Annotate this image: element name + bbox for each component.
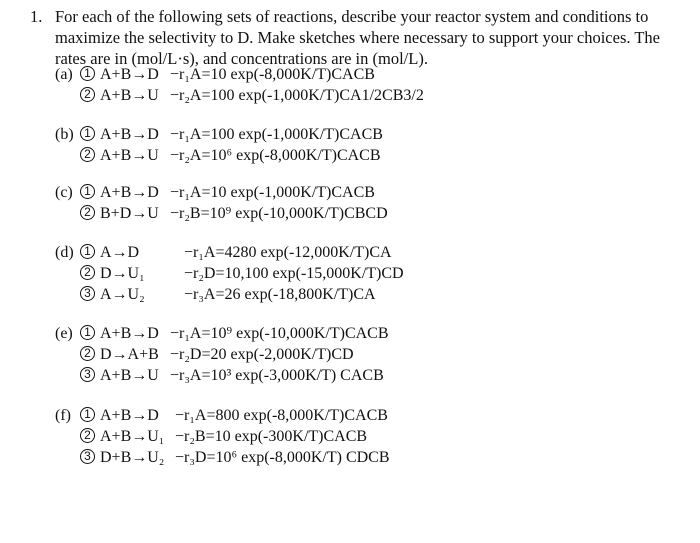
reaction-equation: D+B→U₂ <box>100 449 165 466</box>
reaction-equation: D→U₁ <box>100 265 145 282</box>
reaction-row <box>55 145 675 166</box>
reaction-row <box>55 124 675 145</box>
reaction-row <box>55 263 675 284</box>
circled-number: 2 <box>80 428 95 443</box>
reaction-equation: B+D→U <box>100 205 159 222</box>
rate-law: −r₃A=26 exp(-18,800K/T)CA <box>184 286 376 303</box>
part-e <box>55 323 675 386</box>
rate-law: −r₁A=10 exp(-8,000K/T)CACB <box>170 66 375 83</box>
question-number: 1. <box>30 7 43 26</box>
rate-law: −r₂A=100 exp(-1,000K/T)CA1/2CB3/2 <box>170 87 424 104</box>
rate-law: −r₁A=10 exp(-1,000K/T)CACB <box>170 184 375 201</box>
reaction-equation: A+B→U₁ <box>100 428 165 445</box>
part-label: (c) <box>55 184 73 201</box>
rate-law: −r₃D=10⁶ exp(-8,000K/T) CDCB <box>175 449 390 466</box>
reaction-equation: A→U₂ <box>100 286 145 303</box>
circled-number: 1 <box>80 244 95 259</box>
circled-number: 2 <box>80 346 95 361</box>
circled-number: 1 <box>80 184 95 199</box>
reaction-row <box>55 284 675 305</box>
circled-number: 1 <box>80 126 95 141</box>
reaction-equation: A+B→D <box>100 126 159 143</box>
rate-law: −r₃A=10³ exp(-3,000K/T) CACB <box>170 367 384 384</box>
reaction-row <box>55 64 675 85</box>
reaction-row <box>55 182 675 203</box>
rate-law: −r₁A=100 exp(-1,000K/T)CACB <box>170 126 383 143</box>
circled-number: 2 <box>80 205 95 220</box>
reaction-row <box>55 203 675 224</box>
part-label: (d) <box>55 244 74 261</box>
rate-law: −r₁A=800 exp(-8,000K/T)CACB <box>175 407 388 424</box>
reaction-row <box>55 323 675 344</box>
circled-number: 2 <box>80 265 95 280</box>
circled-number: 2 <box>80 87 95 102</box>
reaction-equation: A+B→D <box>100 325 159 342</box>
part-d <box>55 242 675 305</box>
reaction-row <box>55 447 675 468</box>
rate-law: −r₂D=10,100 exp(-15,000K/T)CD <box>184 265 404 282</box>
circled-number: 2 <box>80 147 95 162</box>
reaction-equation: A+B→U <box>100 87 159 104</box>
part-b <box>55 124 675 166</box>
circled-number: 1 <box>80 325 95 340</box>
prompt-line: maximize the selectivity to D. Make sketches where necessary to support your choices. The <box>55 28 660 47</box>
rate-law: −r₂B=10⁹ exp(-10,000K/T)CBCD <box>170 205 388 222</box>
rate-law: −r₂A=10⁶ exp(-8,000K/T)CACB <box>170 147 381 164</box>
question-prompt <box>55 6 667 69</box>
reaction-row <box>55 426 675 447</box>
circled-number: 3 <box>80 367 95 382</box>
rate-law: −r₁A=10⁹ exp(-10,000K/T)CACB <box>170 325 389 342</box>
reaction-row <box>55 405 675 426</box>
reaction-row <box>55 242 675 263</box>
circled-number: 1 <box>80 66 95 81</box>
prompt-line: rates are in (mol/L·s), and concentrations are in (mol/L). <box>55 49 428 68</box>
reaction-equation: A+B→D <box>100 184 159 201</box>
reaction-equation: A→D <box>100 244 140 261</box>
reaction-equation: A+B→U <box>100 147 159 164</box>
reaction-row <box>55 85 675 106</box>
part-f <box>55 405 675 468</box>
part-a <box>55 64 675 106</box>
part-label: (a) <box>55 66 73 83</box>
rate-law: −r₂D=20 exp(-2,000K/T)CD <box>170 346 354 363</box>
part-label: (e) <box>55 325 73 342</box>
reaction-row <box>55 365 675 386</box>
reaction-row <box>55 344 675 365</box>
circled-number: 3 <box>80 286 95 301</box>
part-label: (f) <box>55 407 71 424</box>
prompt-line: For each of the following sets of reactions, describe your reactor system and conditions to <box>55 7 649 26</box>
part-c <box>55 182 675 224</box>
reaction-equation: D→A+B <box>100 346 159 363</box>
rate-law: −r₁A=4280 exp(-12,000K/T)CA <box>184 244 392 261</box>
circled-number: 3 <box>80 449 95 464</box>
reaction-equation: A+B→D <box>100 407 159 424</box>
reaction-equation: A+B→U <box>100 367 159 384</box>
rate-law: −r₂B=10 exp(-300K/T)CACB <box>175 428 368 445</box>
circled-number: 1 <box>80 407 95 422</box>
part-label: (b) <box>55 126 74 143</box>
reaction-equation: A+B→D <box>100 66 159 83</box>
